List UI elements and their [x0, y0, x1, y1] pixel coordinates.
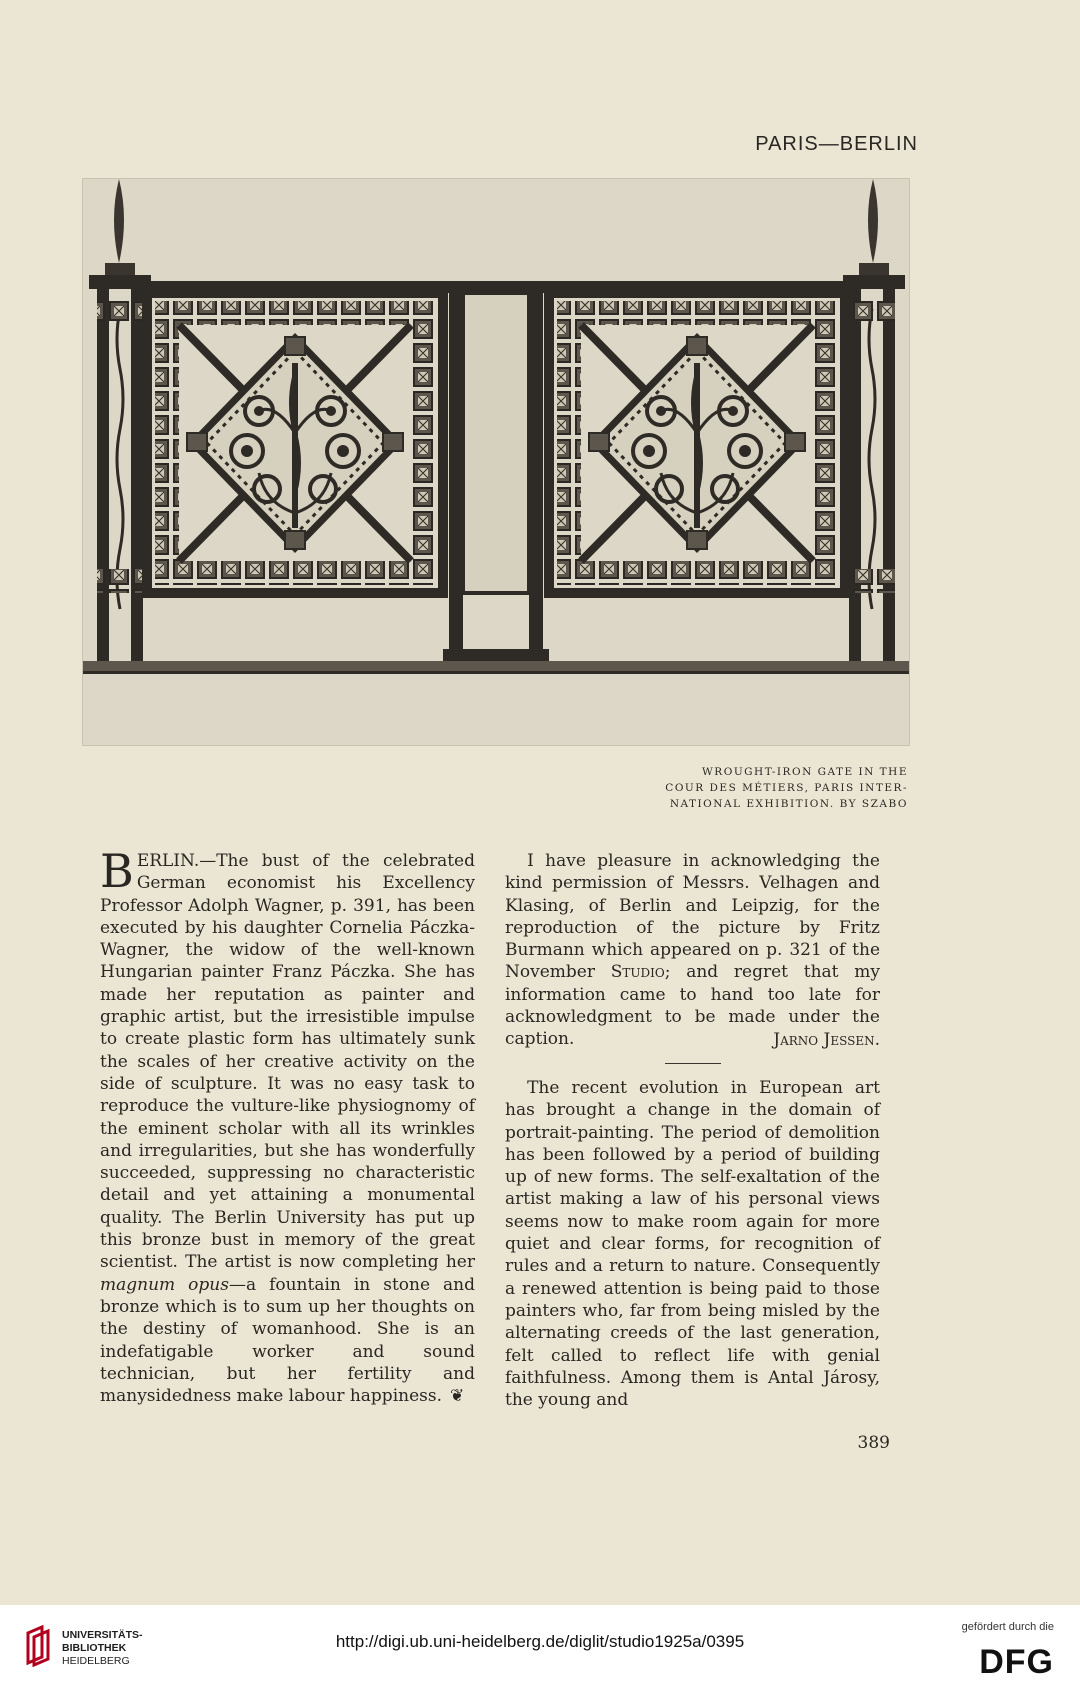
wrought-iron-gate-illustration	[83, 179, 909, 745]
left-column	[100, 844, 475, 1407]
studio-smallcaps: Studio	[610, 962, 665, 983]
library-name	[62, 1629, 143, 1668]
caption-line: NATIONAL EXHIBITION. BY SZABO	[669, 798, 908, 810]
library-line: HEIDELBERG	[62, 1655, 130, 1667]
right-column	[505, 850, 880, 1411]
digitization-footer	[0, 1605, 1080, 1705]
running-head: PARIS—BERLIN	[755, 133, 918, 155]
acknowledgment-paragraph	[505, 850, 880, 1051]
fleuron-icon: ❦	[450, 1386, 465, 1407]
signature: Jarno Jessen.	[773, 1029, 880, 1050]
plate-caption	[548, 764, 908, 812]
paragraph-text-end: —a fountain in stone and bronze which is to sum up her thoughts on the destiny of womanhood. She is an indefatigable worker and sound technician, but her fertility and manysidedness make labour happiness.	[100, 1274, 475, 1407]
gate-photograph	[82, 178, 910, 746]
funding-note: gefördert durch die	[961, 1621, 1054, 1633]
berlin-paragraph	[100, 844, 475, 1407]
portrait-paragraph: The recent evolution in European art has brought a change in the domain of portrait-painting. The period of demolition has been followed by a period of building up of new forms. The self-exaltation of the artist making a law of his personal views seems now to make room again for more quiet and clear forms, for recognition of rules and a return to nature. Consequently a renewed attention is being paid to those painters who, far from being misled by the alternating creeds of the last generation, felt called to reflect life with genial faithfulness. Among them is Antal Járosy, the young and	[505, 1077, 880, 1411]
italic-phrase: magnum opus	[100, 1274, 229, 1295]
library-logo-icon	[22, 1623, 54, 1672]
drop-cap: B	[100, 844, 134, 898]
dfg-logo: DFG	[979, 1643, 1054, 1681]
library-line: UNIVERSITÄTS-	[62, 1629, 143, 1641]
section-divider	[665, 1063, 721, 1064]
paragraph-text-end: ; and regret that my information came to hand too late for acknowledgment to be made under the caption.	[505, 962, 880, 1050]
library-line: BIBLIOTHEK	[62, 1642, 127, 1654]
caption-line: COUR DES MÉTIERS, PARIS INTER-	[665, 782, 908, 794]
caption-line: WROUGHT-IRON GATE IN THE	[702, 766, 908, 778]
source-url-link[interactable]: http://digi.ub.uni-heidelberg.de/diglit/studio1925a/0395	[335, 1632, 745, 1651]
paragraph-text: ERLIN.—The bust of the celebrated German economist his Excellency Professor Adolph Wagner, p. 391, has been executed by his daughter Cornelia Páczka-Wagner, the widow of the well-known Hungarian painter Franz Páczka. She has made her reputation as painter and graphic artist, but the irresistible impulse to create plastic form has ultimately sunk the scales of her creative activity on the side of sculpture. It was no easy task to reproduce the vulture-like physiognomy of the eminent scholar with all its wrinkles and irregularities, but she has wonderfully succeeded, suppressing no characteristic detail and yet attaining a monumental quality. The Berlin University has put up this bronze bust in memory of the great scientist. The artist is now completing her	[100, 851, 475, 1273]
paragraph-text: I have pleasure in acknowledging the kind permission of Messrs. Velhagen and Klasing, of Berlin and Leipzig, for the reproduction of the picture by Fritz Burmann which appeared on p. 321 of the November	[505, 851, 880, 983]
page-number: 389	[857, 1433, 890, 1453]
